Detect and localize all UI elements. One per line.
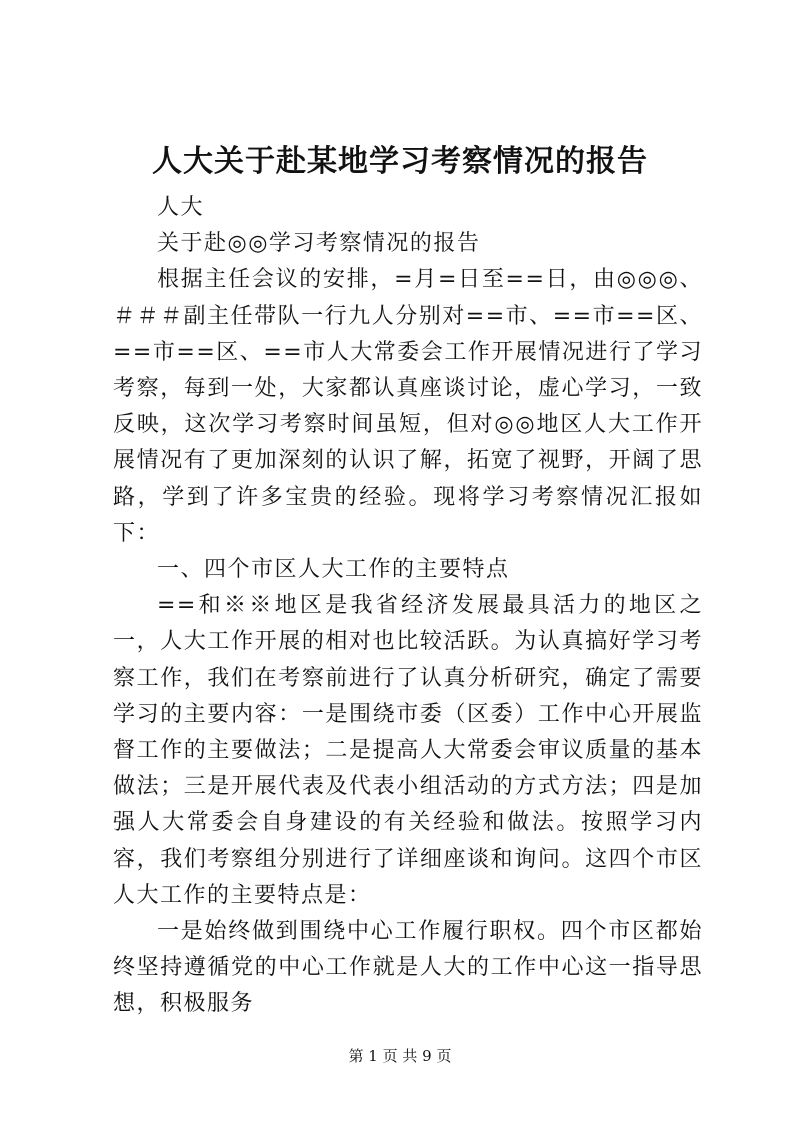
paragraph-point-1: 一是始终做到围绕中心工作履行职权。四个市区都始终坚持遵循党的中心工作就是人大的工作中心这一指导思想，积极服务 [113, 919, 703, 1017]
paragraph-intro: 根据主任会议的安排，=月=日至==日，由◎◎◎、＃＃＃副主任带队一行九人分别对==市、==市==区、==市==区、==市人大常委会工作开展情况进行了学习考察，每到一处，大家都认真座谈讨论，虚心学习，一致反映，这次学习考察时间虽短，但对◎◎地区人大工作开展情况有了更加深刻的认识了解，拓宽了视野，开阔了思路，学到了许多宝贵的经验。现将学习考察情况汇报如下： [113, 267, 703, 546]
document-body [113, 190, 703, 1023]
section-heading-1: 一、四个市区人大工作的主要特点 [157, 557, 510, 583]
page-number-footer: 第 1 页 共 9 页 [348, 1047, 452, 1065]
paragraph-subtitle: 关于赴◎◎学习考察情况的报告 [157, 231, 481, 257]
paragraph-addressee: 人大 [157, 195, 205, 220]
document-title: 人大关于赴某地学习考察情况的报告 [152, 144, 648, 179]
paragraph-section-1: ==和※※地区是我省经济发展最具活力的地区之一，人大工作开展的相对也比较活跃。为认真搞好学习考察工作，我们在考察前进行了认真分析研究，确定了需要学习的主要内容：一是围绕市委（区委）工作中心开展监督工作的主要做法；二是提高人大常委会审议质量的基本做法；三是开展代表及代表小组活动的方式方法；四是加强人大常委会自身建设的有关经验和做法。按照学习内容，我们考察组分别进行了详细座谈和询问。这四个市区人大工作的主要特点是： [113, 593, 703, 908]
